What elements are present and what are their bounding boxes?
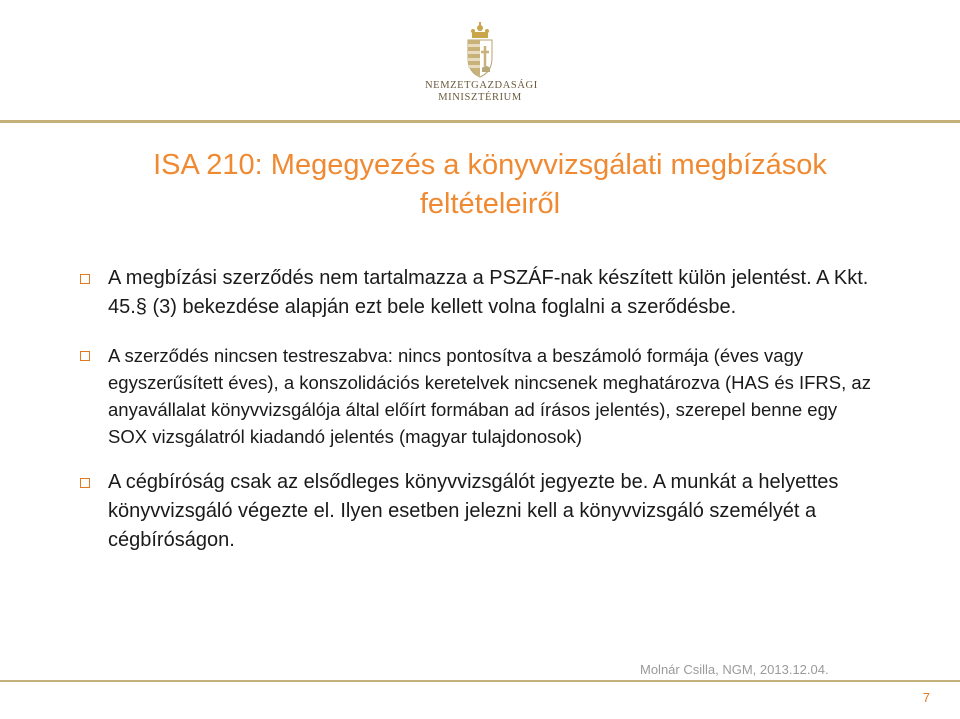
logo-text: [425, 80, 538, 104]
logo-line-1: NEMZETGAZDASÁGI: [425, 80, 538, 91]
checkbox-bullet-icon: [80, 274, 90, 284]
hungarian-coat-of-arms-icon: [463, 22, 497, 78]
checkbox-bullet-icon: [80, 478, 90, 488]
bullet-list: [80, 264, 880, 555]
bullet-item: [80, 468, 880, 555]
slide-title-line-1: ISA 210: Megegyezés a könyvvizsgálati megbízások: [153, 149, 827, 181]
bullet-text: A megbízási szerződés nem tartalmazza a PSZÁF-nak készített külön jelentést. A Kkt. 45.§ (3) bekezdése alapján ezt bele kellett volna foglalni a szerődésbe.: [108, 267, 869, 318]
logo-line-2: MINISZTÉRIUM: [438, 92, 522, 103]
bullet-item: [80, 264, 880, 322]
bullet-item: [80, 342, 880, 450]
ministry-logo: [425, 22, 538, 112]
slide-title: [100, 146, 880, 224]
header-divider: [0, 120, 960, 123]
bullet-text: A szerződés nincsen testreszabva: nincs pontosítva a beszámoló formája (éves vagy egyszerűsített éves), a konszolidációs keretelvek nincsenek meghatározva (HAS és IFRS, az anyavállalat könyvvizsgálója által előírt formában ad írásos jelentés), szerepel benne egy SOX vizsgálatról kiadandó jelentés (magyar tulajdonosok): [108, 345, 871, 447]
slide-title-line-2: feltételeiről: [419, 188, 561, 220]
footer-divider: [0, 680, 960, 682]
page-number: 7: [922, 690, 930, 705]
bullet-text: A cégbíróság csak az elsődleges könyvvizsgálót jegyezte be. A munkát a helyettes könyvvizsgáló végezte el. Ilyen esetben jelezni kell a könyvvizsgáló személyét a cégbíróságon.: [108, 471, 839, 551]
checkbox-bullet-icon: [80, 351, 90, 361]
footer-credit: Molnár Csilla, NGM, 2013.12.04.: [640, 662, 829, 677]
